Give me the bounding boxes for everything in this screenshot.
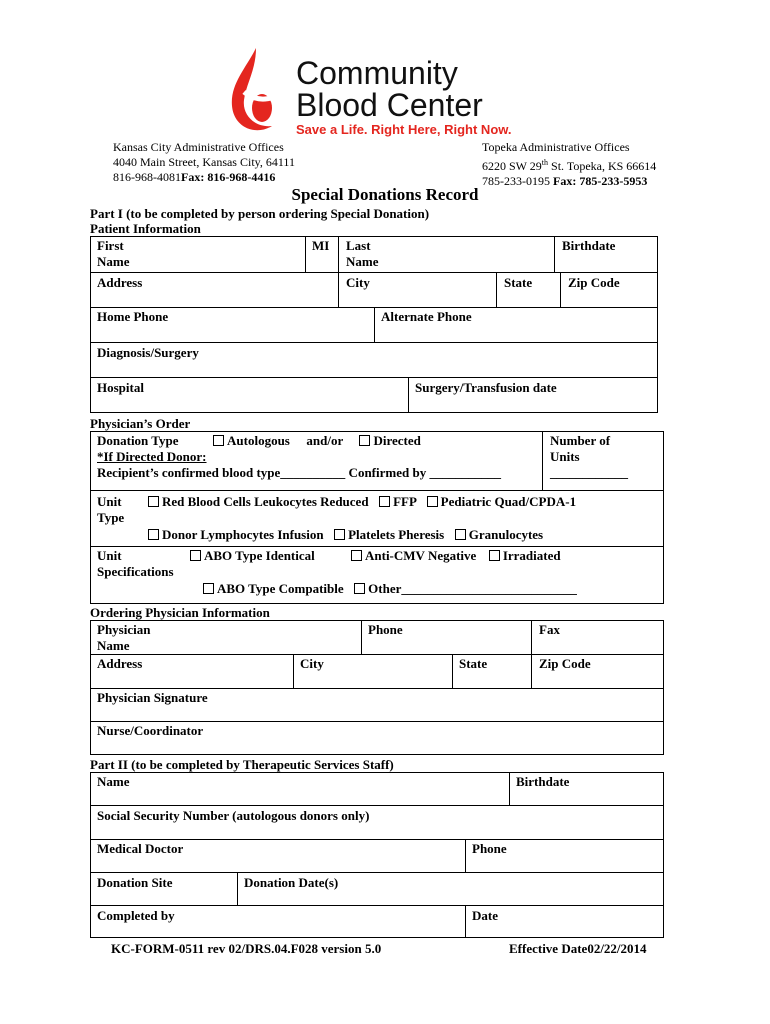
abo-compatible-row (203, 581, 577, 597)
unit-type-label: Unit Type (97, 494, 125, 525)
kc-office (113, 140, 295, 185)
patient-address-field[interactable]: Address (97, 275, 143, 290)
physician-phone-field[interactable]: Phone (368, 622, 403, 637)
patient-info-heading: Patient Information (90, 221, 201, 236)
physician-city-field[interactable]: City (300, 656, 324, 671)
kc-office-contact (113, 170, 295, 185)
recipient-blood-type-field[interactable]: Recipient’s confirmed blood type__________ Confirmed by ___________ (97, 465, 501, 480)
physician-zip-field[interactable]: Zip Code (539, 656, 591, 671)
donor-lymphocytes-checkbox[interactable] (148, 529, 159, 540)
hospital-field[interactable]: Hospital (97, 380, 144, 395)
directed-checkbox[interactable] (359, 435, 370, 446)
pediatric-label: Pediatric Quad/CPDA-1 (440, 494, 577, 509)
unit-specs-label: Unit Specifications (97, 548, 174, 579)
topeka-office-title: Topeka Administrative Offices (482, 140, 630, 154)
ordering-physician-heading: Ordering Physician Information (90, 605, 270, 620)
part2-name-field[interactable]: Name (97, 774, 130, 789)
patient-zip-field[interactable]: Zip Code (568, 275, 620, 290)
number-of-units-label: Number of Units (550, 433, 611, 464)
part2-heading: Part II (to be completed by Therapeutic Services Staff) (90, 757, 394, 772)
abo-identical-option (190, 548, 315, 564)
anti-cmv-checkbox[interactable] (351, 550, 362, 561)
anti-cmv-label: Anti-CMV Negative (365, 548, 477, 563)
unit-type-row1 (148, 494, 576, 510)
logo-line1: Community (296, 55, 458, 91)
donation-type-label: Donation Type (97, 433, 179, 448)
logo (226, 44, 546, 140)
medical-doctor-field[interactable]: Medical Doctor (97, 841, 184, 856)
donor-lymphocytes-label: Donor Lymphocytes Infusion (162, 527, 324, 542)
kc-office-title: Kansas City Administrative Offices (113, 140, 284, 154)
donation-type-row (97, 433, 421, 449)
unit-type-row2 (148, 527, 543, 543)
abo-identical-checkbox[interactable] (190, 550, 201, 561)
mi-field[interactable]: MI (312, 238, 330, 253)
abo-compatible-checkbox[interactable] (203, 583, 214, 594)
platelets-label: Platelets Pheresis (348, 527, 445, 542)
and-or-label: and/or (306, 433, 343, 448)
patient-state-field[interactable]: State (504, 275, 533, 290)
patient-birthdate-field[interactable]: Birthdate (562, 238, 616, 253)
completed-date-field[interactable]: Date (472, 908, 498, 923)
abo-compatible-label: ABO Type Compatible (217, 581, 344, 596)
first-name-field[interactable]: First Name (97, 238, 130, 269)
effective-date: Effective Date02/22/2014 (509, 941, 647, 956)
tagline: Save a Life. Right Here, Right Now. (296, 122, 512, 137)
part2-phone-field[interactable]: Phone (472, 841, 507, 856)
donation-dates-field[interactable]: Donation Date(s) (244, 875, 339, 890)
nurse-coordinator-field[interactable]: Nurse/Coordinator (97, 723, 204, 738)
granulocytes-checkbox[interactable] (455, 529, 466, 540)
pediatric-checkbox[interactable] (427, 496, 438, 507)
kc-phone: 816-968-4081 (113, 170, 181, 184)
part2-birthdate-field[interactable]: Birthdate (516, 774, 570, 789)
form-id: KC-FORM-0511 rev 02/DRS.04.F028 version 5.0 (111, 941, 382, 956)
diagnosis-field[interactable]: Diagnosis/Surgery (97, 345, 199, 360)
granulocytes-label: Granulocytes (468, 527, 544, 542)
physician-order-heading: Physician’s Order (90, 416, 191, 431)
autologous-checkbox[interactable] (213, 435, 224, 446)
part1-heading: Part I (to be completed by person ordering Special Donation) (90, 206, 430, 221)
topeka-fax-label: Fax: (553, 174, 577, 188)
logo-line2: Blood Center (296, 87, 483, 123)
form-title: Special Donations Record (291, 185, 479, 204)
platelets-checkbox[interactable] (334, 529, 345, 540)
physician-address-field[interactable]: Address (97, 656, 143, 671)
donation-site-field[interactable]: Donation Site (97, 875, 173, 890)
directed-label: Directed (373, 433, 421, 448)
ffp-label: FFP (393, 494, 417, 509)
ssn-field[interactable]: Social Security Number (autologous donors only) (97, 808, 370, 823)
irradiated-label: Irradiated (502, 548, 561, 563)
irradiated-checkbox[interactable] (489, 550, 500, 561)
if-directed-label: *If Directed Donor: (97, 449, 207, 464)
number-of-units-field[interactable]: ____________ (550, 465, 628, 480)
anti-cmv-option (351, 548, 561, 564)
topeka-office-address: 6220 SW 29th St. Topeka, KS 66614 (482, 158, 657, 173)
topeka-office (482, 140, 656, 189)
blood-drop-logo-icon (226, 44, 296, 140)
physician-fax-field[interactable]: Fax (539, 622, 560, 637)
alternate-phone-field[interactable]: Alternate Phone (381, 309, 472, 324)
physician-signature-field[interactable]: Physician Signature (97, 690, 208, 705)
last-name-field[interactable]: Last Name (346, 238, 379, 269)
physician-state-field[interactable]: State (459, 656, 488, 671)
other-field[interactable]: Other___________________________ (368, 581, 577, 596)
abo-identical-label: ABO Type Identical (204, 548, 315, 563)
topeka-fax: 785-233-5953 (579, 174, 648, 188)
autologous-label: Autologous (227, 433, 290, 448)
kc-fax-label: Fax: (181, 170, 205, 184)
completed-by-field[interactable]: Completed by (97, 908, 175, 923)
other-checkbox[interactable] (354, 583, 365, 594)
patient-city-field[interactable]: City (346, 275, 370, 290)
topeka-phone: 785-233-0195 (482, 174, 550, 188)
physician-name-field[interactable]: Physician Name (97, 622, 151, 653)
surgery-date-field[interactable]: Surgery/Transfusion date (415, 380, 557, 395)
rbc-checkbox[interactable] (148, 496, 159, 507)
kc-fax: 816-968-4416 (207, 170, 276, 184)
rbc-label: Red Blood Cells Leukocytes Reduced (162, 494, 369, 509)
home-phone-field[interactable]: Home Phone (97, 309, 169, 324)
ffp-checkbox[interactable] (379, 496, 390, 507)
kc-office-address: 4040 Main Street, Kansas City, 64111 (113, 155, 295, 169)
